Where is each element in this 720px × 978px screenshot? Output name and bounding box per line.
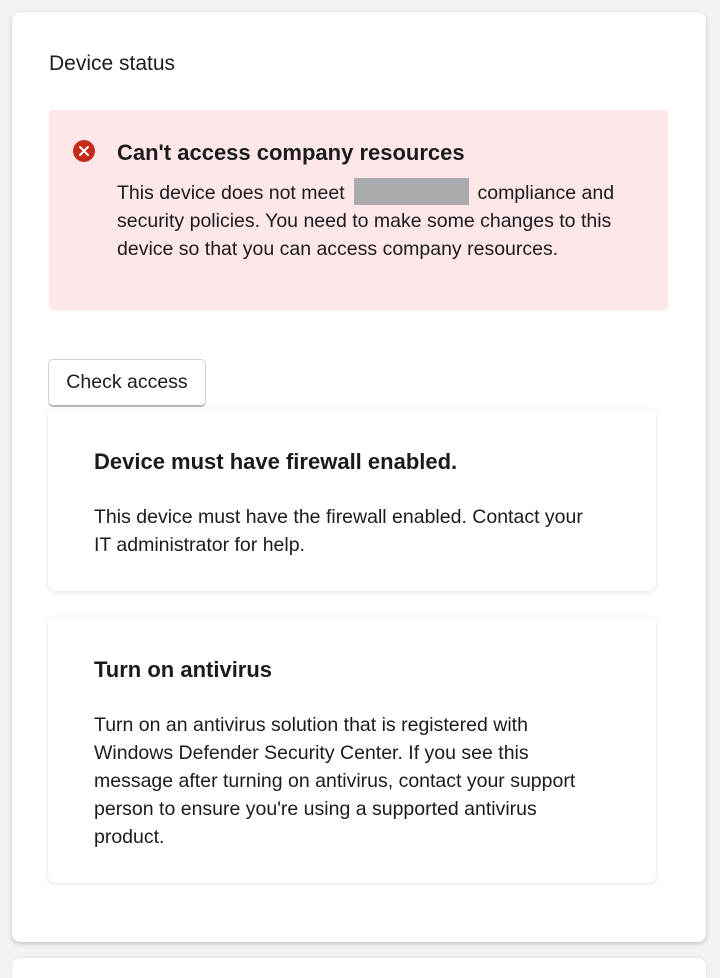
issue-description: This device must have the firewall enabled. Contact your IT administrator for help.	[94, 506, 583, 556]
error-message	[117, 178, 637, 263]
section-title: Device status	[49, 52, 176, 75]
check-access-button[interactable]: Check access	[48, 359, 206, 407]
issue-description: Turn on an antivirus solution that is registered with Windows Defender Security Center. If you see this message after turning on antivirus, contact your support person to ensure you're using a supported antivirus product.	[94, 714, 576, 848]
issue-title: Device must have firewall enabled.	[94, 449, 458, 474]
redacted-organization-name	[354, 178, 469, 205]
error-message-start: This device does not meet	[117, 182, 345, 204]
compliance-error-banner	[49, 110, 668, 310]
next-section-edge	[12, 958, 706, 978]
error-circle-icon	[73, 140, 95, 162]
error-title: Can't access company resources	[117, 140, 465, 165]
issue-card-firewall	[48, 409, 656, 591]
issue-title: Turn on antivirus	[94, 657, 273, 682]
issue-card-antivirus	[48, 617, 656, 883]
device-status-card	[12, 12, 706, 942]
error-message-end: compliance and security policies. You need to make some changes to this device so that you can access company resources.	[117, 182, 615, 260]
